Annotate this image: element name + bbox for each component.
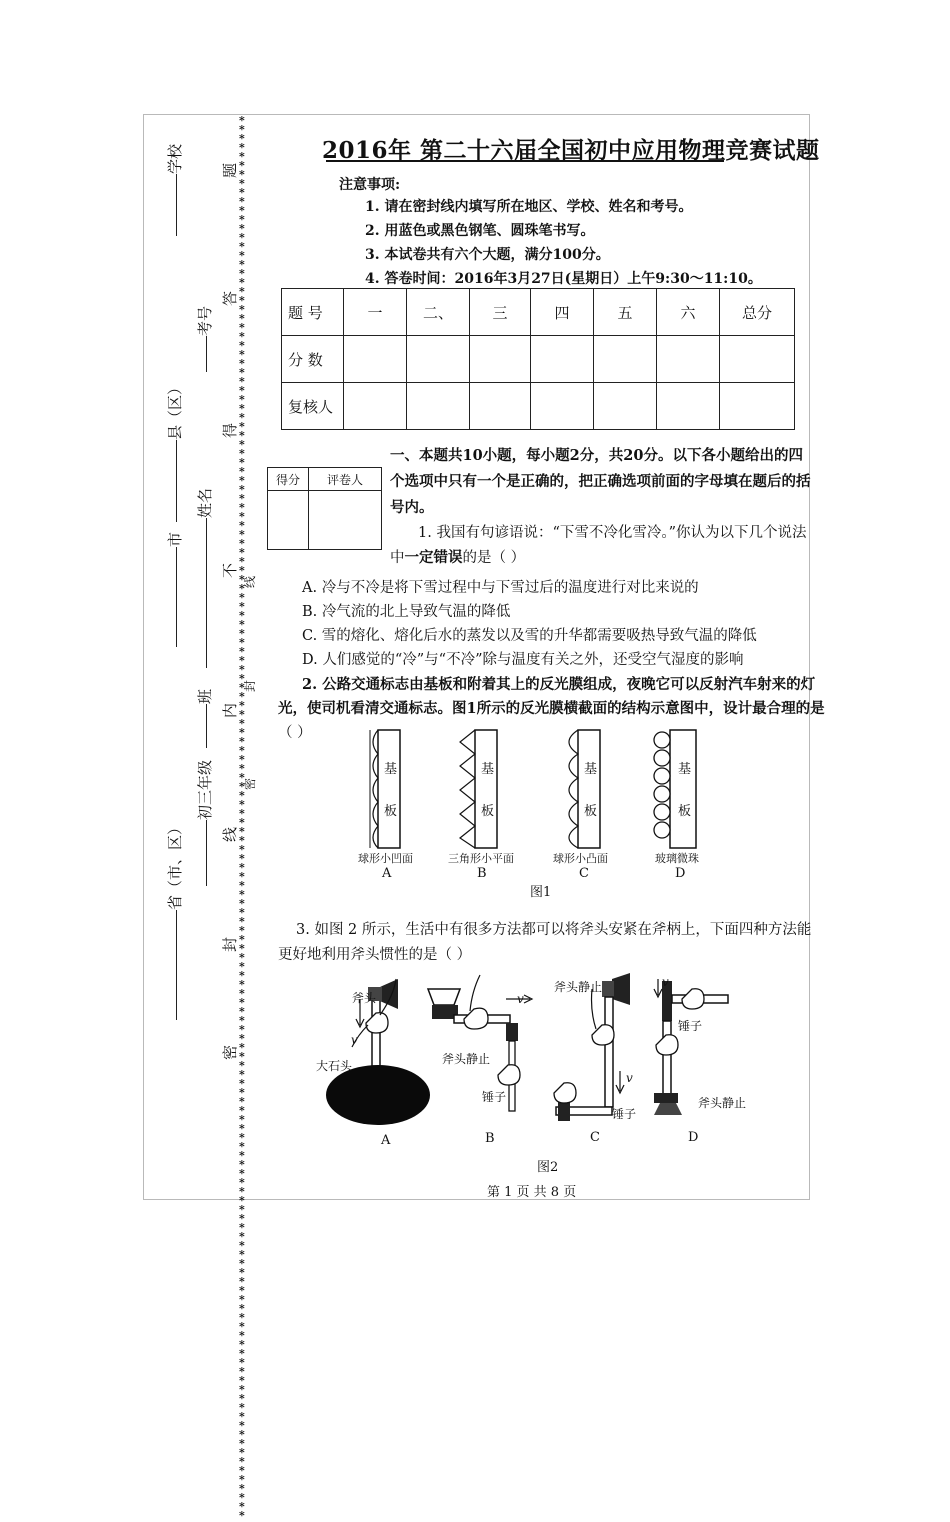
- score-cell[interactable]: [594, 336, 657, 383]
- fig1-caption: 球形小凹面: [358, 852, 413, 865]
- fig1-b-drawing: [460, 730, 497, 848]
- name-field: [194, 488, 215, 668]
- section1-intro: 一、本题共10小题，每小题2分，共20分。以下各小题给出的四: [390, 447, 803, 464]
- score-cell[interactable]: [594, 383, 657, 430]
- fig1-board-char: 板: [384, 804, 398, 819]
- exam-no-label: 考号: [196, 305, 214, 336]
- seal-word: 得: [221, 422, 239, 438]
- school-label: 学校: [166, 143, 184, 174]
- q1-suffix: 的是（ ）: [462, 550, 526, 566]
- grade-label: 初三年级: [196, 759, 214, 820]
- score-cell[interactable]: [470, 383, 531, 430]
- fig1-d-drawing: [654, 730, 696, 848]
- figure1-title: 图1: [530, 885, 552, 900]
- grader-score-cell[interactable]: [268, 491, 309, 550]
- score-cell[interactable]: [531, 383, 594, 430]
- score-header-cell: 六: [657, 289, 720, 336]
- score-cell[interactable]: [344, 383, 407, 430]
- fig2-c-drawing: [554, 973, 630, 1121]
- notes-heading: 注意事项:: [339, 177, 401, 193]
- q1-option: A. 冷与不冷是将下雪过程中与下雪过后的温度进行对比来说的: [302, 580, 699, 596]
- score-cell[interactable]: [720, 336, 795, 383]
- county-label: 县（区）: [166, 379, 184, 440]
- score-header-cell: 四: [531, 289, 594, 336]
- score-cell[interactable]: [344, 336, 407, 383]
- score-row-label: 复核人: [282, 383, 344, 430]
- score-row: [282, 336, 795, 383]
- score-cell[interactable]: [657, 383, 720, 430]
- score-header-row: [282, 289, 795, 336]
- fig2-axe-still-label: 斧头静止: [698, 1096, 747, 1110]
- grader-header: 得分: [268, 468, 309, 491]
- grader-header: 评卷人: [309, 468, 382, 491]
- seal-word: 不: [221, 562, 239, 578]
- seal-word: 答: [221, 290, 239, 306]
- seal-line-word: 封: [243, 679, 257, 692]
- page-number: 第 1 页 共 8 页: [487, 1185, 577, 1200]
- grade-field: [194, 760, 215, 886]
- grader-name-cell[interactable]: [309, 491, 382, 550]
- fig2-hammer-label: 锤子: [612, 1107, 637, 1121]
- fig2-hammer-label: 锤子: [482, 1090, 507, 1104]
- figure2-drawings: [320, 965, 750, 1135]
- class-field: [194, 689, 215, 748]
- seal-word: 内: [221, 702, 239, 718]
- q2-stem: （ ）: [278, 725, 312, 741]
- q1-option: D. 人们感觉的“冷”与“不冷”除与温度有关之外，还受空气湿度的影响: [302, 652, 744, 668]
- reviewer-row: [282, 383, 795, 430]
- fig1-letter: B: [477, 866, 487, 881]
- grader-table: [267, 467, 382, 550]
- fig2-velocity-label: v: [517, 992, 524, 1006]
- note-item: 2. 用蓝色或黑色钢笔、圆珠笔书写。: [365, 223, 595, 239]
- seal-line-word: 线: [243, 575, 257, 588]
- seal-word: 题: [221, 162, 239, 178]
- fig1-board-char: 基: [678, 762, 692, 777]
- score-header-cell: 总分: [720, 289, 795, 336]
- fig2-letter: D: [688, 1130, 699, 1145]
- fig1-board-char: 基: [384, 762, 398, 777]
- fig2-letter: C: [590, 1130, 600, 1145]
- score-cell[interactable]: [657, 336, 720, 383]
- province-label: 省（市、区）: [166, 819, 184, 910]
- q3-stem: 更好地利用斧头惯性的是（ ）: [278, 947, 472, 963]
- fig2-axe-still-label: 斧头静止: [554, 980, 603, 994]
- fig1-c-drawing: [569, 730, 600, 848]
- fig2-velocity-label: v: [626, 1071, 633, 1085]
- name-label: 姓名: [196, 487, 214, 518]
- fig2-a-drawing: [326, 979, 430, 1125]
- fig2-hammer-label: 锤子: [678, 1019, 703, 1033]
- fig1-board-char: 基: [584, 762, 598, 777]
- city-label: 市: [166, 531, 184, 547]
- fig1-board-char: 基: [481, 762, 495, 777]
- note-item: 1. 请在密封线内填写所在地区、学校、姓名和考号。: [365, 199, 693, 215]
- score-header-cell: 二、: [407, 289, 470, 336]
- province-field: [164, 820, 185, 1020]
- score-cell[interactable]: [531, 336, 594, 383]
- score-cell[interactable]: [470, 336, 531, 383]
- score-header-cell: 五: [594, 289, 657, 336]
- fig1-letter: A: [382, 866, 392, 881]
- fig2-letter: A: [381, 1133, 391, 1148]
- seal-star-line: ************************************************************************************************************************************************************: [239, 114, 245, 1522]
- seal-line-word: 密: [243, 777, 257, 790]
- note-item: 4. 答卷时间：2016年3月27日(星期日）上午9:30～11:10。: [365, 271, 762, 287]
- section1-intro: 个选项中只有一个是正确的，把正确选项前面的字母填在题后的括: [390, 473, 811, 490]
- seal-word: 封: [221, 936, 239, 952]
- fig1-a-drawing: [370, 730, 400, 848]
- q1-prefix: 中: [390, 550, 405, 566]
- q1-stem-line2: [390, 546, 525, 567]
- exam-no-field: [194, 306, 215, 372]
- score-cell[interactable]: [720, 383, 795, 430]
- score-header-cell: 题 号: [282, 289, 344, 336]
- fig1-caption: 玻璃微珠: [655, 852, 699, 865]
- q1-stem: 1. 我国有句谚语说：“下雪不冷化雪冷。”你认为以下几个说法: [418, 525, 807, 541]
- q1-emphasis: 一定错误: [404, 549, 463, 566]
- fig2-rock-label: 大石头: [316, 1059, 353, 1073]
- seal-word: 密: [221, 1044, 239, 1060]
- fig1-letter: D: [675, 866, 686, 881]
- fig2-velocity-label: v: [351, 1033, 358, 1047]
- fig1-caption: 三角形小平面: [448, 852, 514, 865]
- fig2-velocity-label: v: [662, 975, 669, 989]
- school-field: [164, 144, 185, 236]
- figure1-drawings: [340, 722, 720, 852]
- score-cell[interactable]: [407, 383, 470, 430]
- score-header-cell: 一: [344, 289, 407, 336]
- score-table: [281, 288, 795, 430]
- fig1-board-char: 板: [481, 804, 495, 819]
- fig1-board-char: 板: [678, 804, 692, 819]
- score-row-label: 分 数: [282, 336, 344, 383]
- fig2-axe-still-label: 斧头静止: [442, 1052, 491, 1066]
- score-header-cell: 三: [470, 289, 531, 336]
- county-field: [164, 380, 185, 522]
- figure2-title: 图2: [537, 1160, 559, 1175]
- fig1-letter: C: [579, 866, 589, 881]
- fig2-letter: B: [485, 1131, 495, 1146]
- fig2-axe-head-label: 斧头: [352, 991, 377, 1005]
- q1-option: C. 雪的熔化、熔化后水的蒸发以及雪的升华都需要吸热导致气温的降低: [302, 628, 757, 644]
- note-item: 3. 本试卷共有六个大题，满分100分。: [365, 247, 610, 263]
- fig1-board-char: 板: [584, 804, 598, 819]
- city-field: [164, 532, 185, 647]
- q2-stem: 2. 公路交通标志由基板和附着其上的反光膜组成，夜晚它可以反射汽车射来的灯: [302, 676, 816, 693]
- class-label: 班: [196, 688, 214, 704]
- seal-word: 线: [221, 826, 239, 842]
- q1-option: B. 冷气流的北上导致气温的降低: [302, 604, 511, 620]
- q3-stem: 3. 如图 2 所示，生活中有很多方法都可以将斧头安紧在斧柄上，下面四种方法能: [296, 922, 812, 938]
- exam-title: 2016年 第二十六届全国初中应用物理竞赛试题: [322, 137, 820, 164]
- fig1-caption: 球形小凸面: [553, 852, 608, 865]
- q2-stem: 光，使司机看清交通标志。图1所示的反光膜横截面的结构示意图中，设计最合理的是: [278, 700, 825, 717]
- section1-intro: 号内。: [390, 499, 434, 516]
- score-cell[interactable]: [407, 336, 470, 383]
- title-underline: [326, 160, 724, 162]
